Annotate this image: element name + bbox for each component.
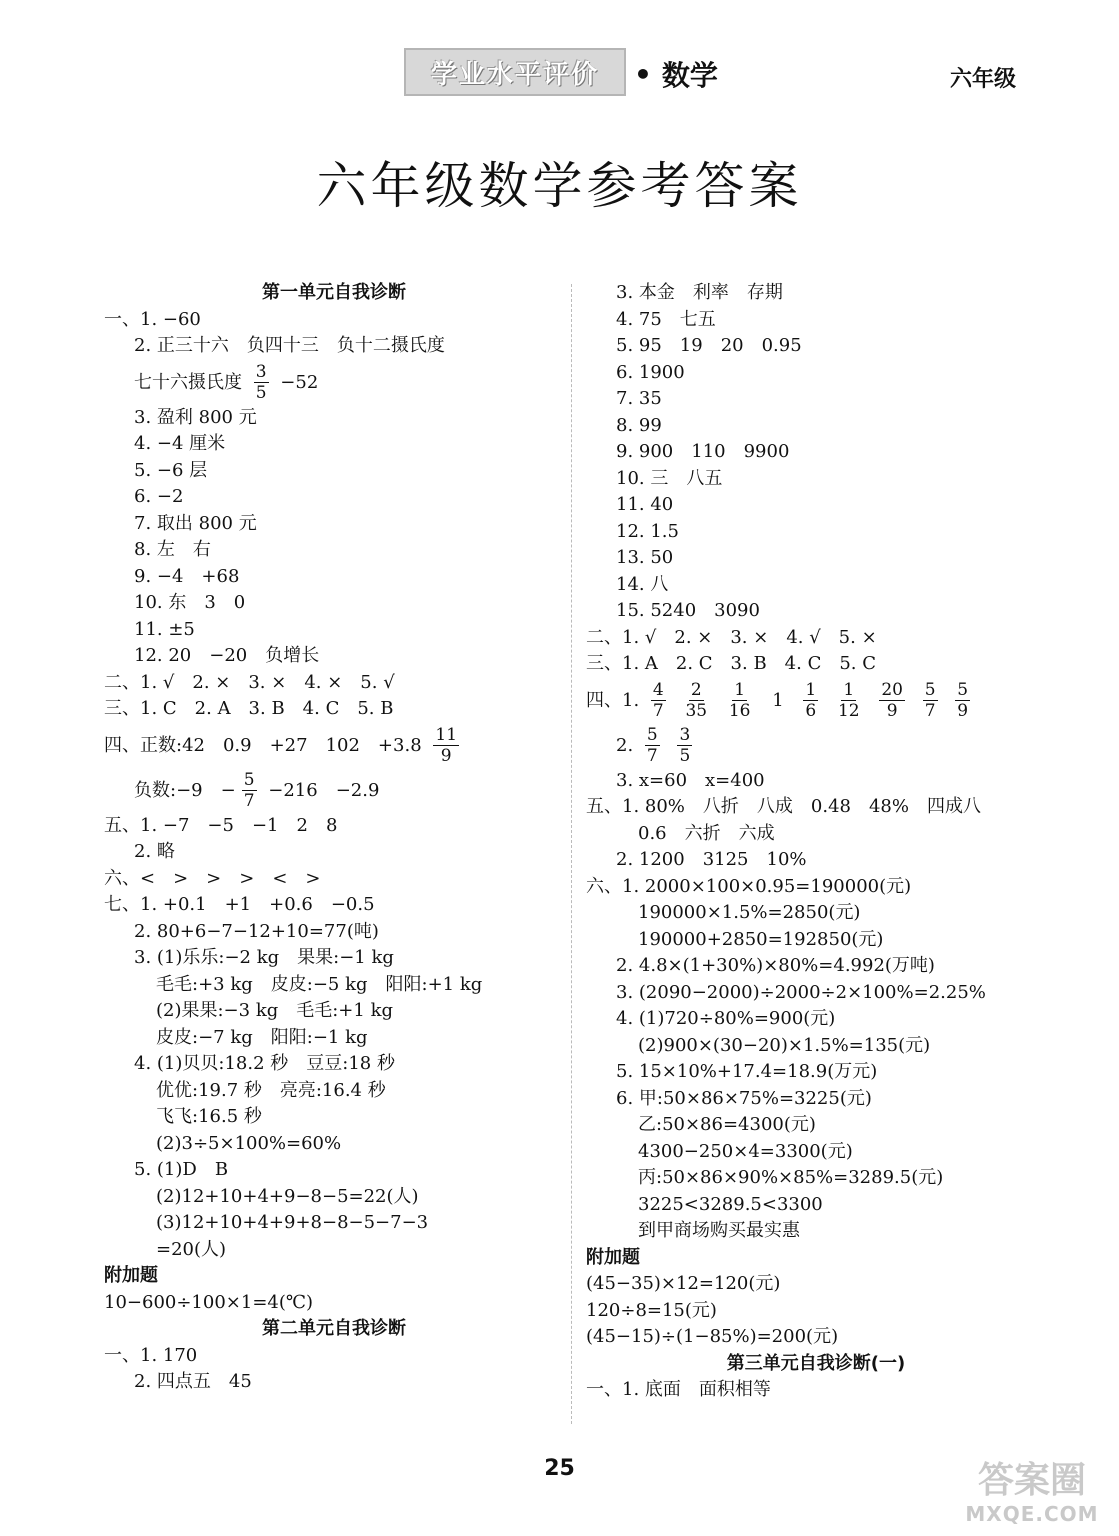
answer-line: 5. 95 19 20 0.95 [616, 335, 802, 356]
answer-line: 六、1. 2000×100×0.95=190000(元) [586, 875, 912, 897]
answer-text: 负数:−9 − [134, 779, 236, 801]
fraction-denominator: 7 [652, 701, 664, 721]
answer-text: 四、正数:42 0.9 +27 102 +3.8 [104, 734, 422, 756]
fraction-denominator: 5 [255, 383, 267, 403]
answer-line: 皮皮:−7 kg 阳阳:−1 kg [156, 1026, 368, 1048]
answer-line: 2. 正三十六 负四十三 负十二摄氏度 [134, 335, 445, 356]
answer-line: 4. (1)贝贝:18.2 秒 豆豆:18 秒 [134, 1053, 395, 1074]
answer-line-fraction [104, 768, 564, 813]
fraction-denominator: 6 [805, 701, 817, 721]
answer-line: 3225<3289.5<3300 [638, 1193, 823, 1215]
answer-line: (2)3÷5×100%=60% [156, 1132, 342, 1154]
bullet-dot: • [634, 57, 652, 91]
answer-line-fraction [104, 360, 564, 405]
answer-line: 9. 900 110 9900 [616, 441, 790, 462]
fraction-denominator: 9 [440, 746, 452, 766]
fraction-denominator: 35 [685, 701, 708, 721]
answer-line: 11. 40 [616, 494, 674, 515]
answer-line: 三、1. C 2. A 3. B 4. C 5. B [104, 698, 394, 719]
answer-line: 12. 1.5 [616, 520, 679, 542]
answer-line: 190000×1.5%=2850(元) [638, 902, 861, 923]
answer-line: (2)900×(30−20)×1.5%=135(元) [638, 1034, 931, 1056]
answer-line: 2. 四点五 45 [134, 1371, 252, 1392]
fraction [836, 680, 862, 721]
fraction-numerator: 5 [243, 770, 255, 790]
answer-line: 飞飞:16.5 秒 [156, 1106, 262, 1127]
watermark-url: MXQE.COM [965, 1502, 1099, 1526]
fraction-numerator: 3 [255, 362, 267, 382]
answer-line: 三、1. A 2. C 3. B 4. C 5. C [586, 653, 877, 674]
fraction [923, 680, 938, 721]
fraction [433, 725, 459, 766]
answer-line: 7. 取出 800 元 [134, 512, 257, 534]
answer-line: 2. 80+6−7−12+10=77(吨) [134, 920, 379, 942]
fraction [879, 680, 905, 721]
answer-line: 2. 4.8×(1+30%)×80%=4.992(万吨) [616, 955, 935, 976]
fraction-denominator: 7 [646, 746, 658, 766]
answer-line-fraction [586, 678, 1046, 723]
watermark-text: 答案圈 [977, 1460, 1086, 1501]
answer-line: 14. 八 [616, 573, 669, 595]
answer-line: 6. 甲:50×86×75%=3225(元) [616, 1087, 872, 1109]
answer-line: (45−35)×12=120(元) [586, 1273, 781, 1294]
answer-text: 四、1. [586, 689, 640, 711]
answer-line: (2)12+10+4+9−8−5=22(人) [156, 1185, 419, 1207]
answer-line: (3)12+10+4+9+8−8−5−7−3 [156, 1212, 429, 1233]
answer-text: 2. [616, 734, 634, 756]
answer-line: 2. 1200 3125 10% [616, 849, 807, 870]
fraction-numerator: 1 [843, 680, 855, 700]
bonus-heading: 附加题 [586, 1246, 640, 1268]
fraction-numerator: 11 [435, 725, 458, 745]
fraction-numerator: 3 [679, 725, 691, 745]
answer-line: 二、1. √ 2. × 3. × 4. √ 5. × [586, 626, 877, 648]
fraction-numerator: 5 [957, 680, 969, 700]
fraction [242, 770, 257, 811]
subject-label [634, 54, 718, 94]
fraction-denominator: 9 [886, 701, 898, 721]
answer-line: (2)果果:−3 kg 毛毛:+1 kg [156, 1000, 393, 1021]
answer-line: 一、1. 底面 面积相等 [586, 1379, 771, 1400]
answer-line: 2. 略 [134, 841, 175, 862]
answer-line: 15. 5240 3090 [616, 600, 760, 621]
answer-line: 4300−250×4=3300(元) [638, 1140, 853, 1162]
answer-line: 10. 三 八五 [616, 467, 723, 489]
fraction [677, 725, 692, 766]
grade-label: 六年级 [950, 67, 1017, 92]
answer-line: 六、< > > > < > [104, 867, 321, 889]
answer-line: 五、1. 80% 八折 八成 0.48 48% 四成八 [586, 796, 981, 817]
fraction-denominator: 12 [837, 701, 860, 721]
answer-line: 5. (1)D B [134, 1159, 229, 1180]
answer-text: 七十六摄氏度 [134, 371, 242, 393]
fraction-numerator: 1 [805, 680, 817, 700]
answer-line: 二、1. √ 2. × 3. × 4. × 5. √ [104, 671, 395, 693]
answer-text: 1 [772, 689, 784, 711]
fraction [254, 362, 269, 403]
answer-line: 乙:50×86=4300(元) [638, 1114, 816, 1135]
answer-line: 3. x=60 x=400 [616, 769, 765, 791]
answer-line: (45−15)÷(1−85%)=200(元) [586, 1326, 839, 1347]
answer-line: 3. (2090−2000)÷2000÷2×100%=2.25% [616, 981, 986, 1003]
answer-line: 120÷8=15(元) [586, 1299, 717, 1321]
page-header [0, 48, 1119, 100]
answer-line: 5. 15×10%+17.4=18.9(万元) [616, 1061, 878, 1082]
page-title: 六年级数学参考答案 [316, 157, 803, 215]
answer-line: 190000+2850=192850(元) [638, 928, 884, 950]
answer-line: =20(人) [156, 1238, 227, 1260]
answer-line: 6. 1900 [616, 361, 685, 383]
section-heading: 第三单元自我诊断(一) [726, 1352, 906, 1374]
answer-text: −216 −2.9 [268, 779, 380, 801]
subject-text: 数学 [661, 59, 718, 92]
answer-line-fraction [104, 723, 564, 768]
answer-line: 一、1. −60 [104, 308, 201, 330]
fraction-numerator: 2 [690, 680, 702, 700]
answer-line: 4. (1)720÷80%=900(元) [616, 1008, 836, 1029]
fraction-denominator: 16 [728, 701, 751, 721]
fraction [645, 725, 660, 766]
answer-line: 3. 盈利 800 元 [134, 406, 257, 428]
answer-line: 丙:50×86×90%×85%=3289.5(元) [638, 1167, 944, 1188]
answer-line: 11. ±5 [134, 618, 195, 640]
answer-text: −52 [280, 371, 319, 393]
answer-line: 毛毛:+3 kg 皮皮:−5 kg 阳阳:+1 kg [156, 973, 483, 995]
fraction-denominator: 7 [924, 701, 936, 721]
fraction [651, 680, 666, 721]
bonus-heading: 附加题 [104, 1265, 158, 1286]
answer-line: 优优:19.7 秒 亮亮:16.4 秒 [156, 1079, 386, 1101]
fraction-numerator: 20 [881, 680, 903, 700]
answer-line: 到甲商场购买最实惠 [638, 1220, 800, 1241]
answer-line: 五、1. −7 −5 −1 2 8 [104, 814, 338, 836]
section-heading: 第一单元自我诊断 [262, 282, 406, 303]
answer-line: 5. −6 层 [134, 459, 208, 481]
fraction-numerator: 1 [734, 680, 746, 700]
fraction [803, 680, 818, 721]
left-column [104, 280, 564, 1396]
answer-line-fraction [586, 723, 1046, 768]
fraction-numerator: 5 [646, 725, 658, 745]
watermark-logo [957, 1460, 1107, 1530]
fraction-denominator: 5 [679, 746, 691, 766]
answer-line: 3. 本金 利率 存期 [616, 282, 783, 303]
fraction [955, 680, 970, 721]
fraction-denominator: 9 [957, 701, 969, 721]
column-divider [571, 284, 572, 1424]
answer-line: 8. 99 [616, 414, 662, 436]
answer-line: 7. 35 [616, 388, 662, 409]
fraction [727, 680, 753, 721]
brand-banner: 学业水平评价 [404, 48, 626, 96]
fraction-denominator: 7 [243, 791, 255, 811]
right-column [586, 280, 1046, 1404]
answer-line: 6. −2 [134, 486, 184, 507]
answer-line: 0.6 六折 六成 [638, 822, 775, 844]
answer-line: 3. (1)乐乐:−2 kg 果果:−1 kg [134, 947, 394, 968]
fraction-numerator: 4 [652, 680, 664, 700]
section-heading: 第二单元自我诊断 [262, 1318, 406, 1339]
answer-line: 4. 75 七五 [616, 308, 716, 330]
answer-line: 12. 20 −20 负增长 [134, 645, 320, 666]
page-number: 25 [544, 1456, 575, 1481]
fraction-numerator: 5 [924, 680, 936, 700]
answer-line: 一、1. 170 [104, 1344, 198, 1366]
answer-line: 七、1. +0.1 +1 +0.6 −0.5 [104, 894, 375, 915]
answer-line: 10−600÷100×1=4(℃) [104, 1291, 314, 1313]
answer-line: 9. −4 +68 [134, 565, 240, 587]
answer-line: 13. 50 [616, 547, 674, 568]
answer-line: 8. 左 右 [134, 539, 211, 560]
answer-line: 4. −4 厘米 [134, 433, 226, 454]
fraction [683, 680, 709, 721]
answer-line: 10. 东 3 0 [134, 592, 246, 613]
